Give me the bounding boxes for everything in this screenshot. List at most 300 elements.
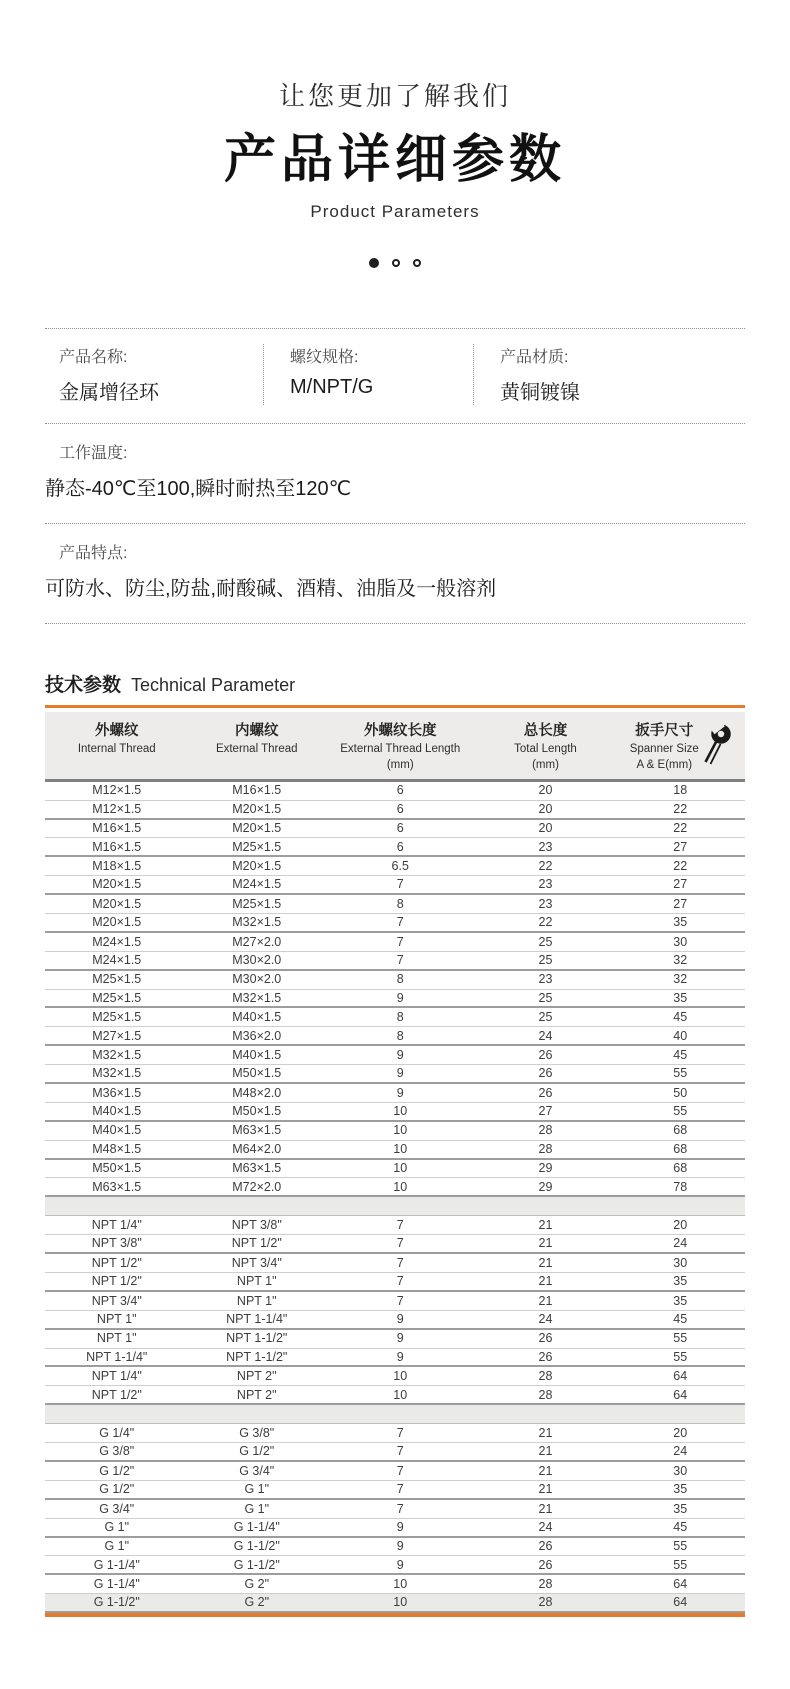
table-row (45, 1046, 745, 1065)
table-cell: 25 (538, 952, 553, 967)
table-cell: 6 (396, 839, 404, 854)
col-label-en: Internal Thread (77, 743, 156, 755)
table-cell: 21 (538, 1255, 553, 1270)
table-cell: 22 (673, 859, 688, 873)
table-cell: M30×2.0 (232, 952, 282, 967)
table-cell: 7 (396, 952, 404, 967)
table-cell: 26 (538, 1085, 553, 1100)
table-cell: 35 (673, 915, 688, 930)
table-row (45, 1556, 745, 1575)
table-cell: 20 (538, 783, 553, 798)
table-cell: NPT 1-1/4" (226, 1311, 288, 1326)
table-cell: 23 (538, 839, 553, 854)
technical-parameter-heading (45, 670, 745, 697)
col-label-en: External Thread (215, 743, 298, 755)
table-cell: 35 (673, 1293, 688, 1308)
table-cell: M32×1.5 (92, 1047, 142, 1062)
table-cell: M32×1.5 (232, 915, 282, 930)
table-cell: 35 (673, 1274, 688, 1289)
spanner-icon (701, 724, 731, 766)
table-cell: M40×1.5 (232, 1010, 282, 1025)
col-external-thread (189, 719, 326, 773)
table-cell: G 1" (104, 1519, 130, 1534)
table-cell: 9 (396, 1519, 404, 1534)
table-cell: 64 (673, 1369, 688, 1384)
header-subtitle-en: Product Parameters (310, 202, 480, 221)
table-cell: NPT 1/2" (91, 1387, 142, 1402)
table-cell: NPT 2" (236, 1387, 277, 1402)
table-cell: 21 (538, 1444, 553, 1459)
features-value: 可防水、防尘,防盐,耐酸碱、酒精、油脂及一般溶剂 (45, 578, 497, 600)
table-cell: G 1" (104, 1539, 130, 1554)
table-cell: 45 (673, 1010, 688, 1025)
table-row (45, 1538, 745, 1557)
table-cell: 6 (396, 783, 404, 798)
col-label-cn: 外螺纹 (95, 723, 139, 739)
table-cell: 7 (396, 1482, 404, 1497)
table-group-spacer (45, 1405, 745, 1424)
table-row (45, 990, 745, 1009)
table-cell: 7 (396, 1236, 404, 1251)
table-cell: M20×1.5 (92, 877, 142, 892)
table-cell: 26 (538, 1349, 553, 1364)
table-cell: M32×1.5 (92, 1066, 142, 1081)
table-row (45, 952, 745, 971)
table-row (45, 914, 745, 933)
table-cell: 7 (396, 1463, 404, 1478)
col-label-unit: A & E(mm) (636, 759, 693, 772)
table-cell: 20 (673, 1218, 688, 1233)
table-cell: 30 (673, 934, 688, 949)
table-cell: M64×2.0 (232, 1141, 282, 1156)
table-cell: 10 (393, 1577, 408, 1592)
table-row (45, 1443, 745, 1462)
table-cell: 78 (673, 1179, 688, 1194)
carousel-dot[interactable] (413, 259, 421, 267)
table-cell: 7 (396, 1501, 404, 1516)
table-row (45, 1462, 745, 1481)
table-cell: 7 (396, 877, 404, 892)
table-cell: 27 (673, 839, 688, 854)
table-cell: 23 (538, 877, 553, 892)
col-label-en: External Thread Length (340, 743, 461, 755)
table-cell: 8 (396, 972, 404, 987)
col-internal-thread (45, 719, 189, 773)
table-cell: 10 (393, 1141, 408, 1156)
table-cell: NPT 1" (236, 1274, 277, 1289)
carousel-dot[interactable] (392, 259, 400, 267)
table-cell: 32 (673, 952, 688, 967)
table-cell: G 1-1/4" (233, 1519, 280, 1534)
table-cell: 25 (538, 934, 553, 949)
table-cell: M24×1.5 (92, 934, 142, 949)
page-title: 产品详细参数 (223, 131, 566, 189)
table-cell: 27 (673, 896, 688, 911)
table-cell: 20 (673, 1425, 688, 1440)
table-cell: 28 (538, 1369, 553, 1384)
table-cell: NPT 1" (96, 1331, 137, 1346)
spec-value: 黄铜镀镍 (500, 382, 580, 404)
table-cell: M40×1.5 (92, 1104, 142, 1119)
table-cell: 9 (396, 1066, 404, 1081)
table-cell: 8 (396, 1028, 404, 1043)
table-cell: NPT 1/2" (91, 1255, 142, 1270)
table-cell: 7 (396, 1274, 404, 1289)
table-row (45, 1311, 745, 1330)
table-header-row (45, 712, 745, 782)
table-cell: 10 (393, 1104, 408, 1119)
col-label-cn: 外螺纹长度 (364, 723, 437, 739)
table-cell: 55 (673, 1349, 688, 1364)
spec-table (45, 705, 745, 1617)
working-temperature-block (45, 424, 745, 524)
table-cell: G 3/4" (239, 1463, 275, 1478)
table-cell: G 1/2" (239, 1444, 275, 1459)
table-cell: NPT 3/8" (231, 1218, 282, 1233)
table-cell: G 3/4" (99, 1501, 135, 1516)
tech-title-en: Technical Parameter (131, 675, 296, 695)
table-cell: 21 (538, 1293, 553, 1308)
table-cell: G 2" (244, 1577, 270, 1592)
table-cell: M48×1.5 (92, 1141, 142, 1156)
table-cell: 24 (673, 1236, 688, 1251)
col-external-thread-length (325, 719, 476, 773)
table-cell: NPT 1/4" (91, 1218, 142, 1233)
table-row (45, 933, 745, 952)
table-row (45, 1122, 745, 1141)
table-cell: NPT 1/4" (91, 1369, 142, 1384)
carousel-dot[interactable] (369, 258, 379, 268)
table-cell: 28 (538, 1577, 553, 1592)
table-cell: 22 (538, 859, 553, 873)
table-cell: 9 (396, 1331, 404, 1346)
carousel-dots (0, 258, 790, 268)
table-row (45, 971, 745, 990)
table-row (45, 820, 745, 839)
spec-value: 金属增径环 (59, 382, 159, 404)
col-label-cn: 扳手尺寸 (635, 723, 694, 739)
table-cell: M25×1.5 (92, 972, 142, 987)
table-cell: 20 (538, 821, 553, 836)
table-row (45, 1178, 745, 1197)
table-cell: 21 (538, 1274, 553, 1289)
product-features-block (45, 524, 745, 624)
spec-table-body (45, 782, 745, 1613)
table-cell: M32×1.5 (232, 990, 282, 1005)
table-cell: NPT 3/4" (231, 1255, 282, 1270)
features-label: 产品特点: (59, 545, 128, 562)
table-row (45, 857, 745, 876)
table-cell: 10 (393, 1179, 408, 1194)
table-cell: G 3/8" (99, 1444, 135, 1459)
table-cell: 35 (673, 990, 688, 1005)
table-row (45, 1594, 745, 1613)
table-cell: 22 (673, 801, 688, 816)
spec-row (45, 328, 745, 424)
table-cell: M30×2.0 (232, 972, 282, 987)
table-cell: 7 (396, 1425, 404, 1440)
table-row (45, 1216, 745, 1235)
col-label-unit: (mm) (532, 759, 559, 772)
table-cell: 21 (538, 1425, 553, 1440)
table-cell: G 1" (244, 1482, 270, 1497)
table-cell: 64 (673, 1595, 688, 1610)
table-row (45, 1386, 745, 1405)
spec-material (473, 344, 745, 405)
table-cell: 64 (673, 1577, 688, 1592)
table-cell: G 2" (244, 1595, 270, 1610)
table-cell: M20×1.5 (92, 915, 142, 930)
table-cell: M24×1.5 (232, 877, 282, 892)
table-cell: 29 (538, 1179, 553, 1194)
table-row (45, 1103, 745, 1122)
table-cell: 9 (396, 1539, 404, 1554)
table-cell: 64 (673, 1387, 688, 1402)
table-cell: NPT 1/2" (91, 1274, 142, 1289)
table-row (45, 1235, 745, 1254)
table-cell: G 1/2" (99, 1482, 135, 1497)
table-cell: 8 (396, 1010, 404, 1025)
table-cell: 6 (396, 801, 404, 816)
table-cell: 10 (393, 1369, 408, 1384)
table-row (45, 1367, 745, 1386)
table-cell: G 1-1/2" (93, 1595, 140, 1610)
table-cell: G 3/8" (239, 1425, 275, 1440)
table-cell: M48×2.0 (232, 1085, 282, 1100)
table-cell: M25×1.5 (92, 1010, 142, 1025)
table-row (45, 1575, 745, 1594)
table-cell: M16×1.5 (92, 839, 142, 854)
col-spanner-size (616, 719, 746, 773)
table-cell: 7 (396, 934, 404, 949)
table-cell: 10 (393, 1161, 408, 1176)
table-row (45, 1500, 745, 1519)
table-cell: 26 (538, 1331, 553, 1346)
table-cell: 45 (673, 1047, 688, 1062)
table-cell: 18 (673, 783, 688, 798)
table-cell: M36×2.0 (232, 1028, 282, 1043)
table-cell: NPT 1-1/2" (226, 1331, 288, 1346)
table-cell: 9 (396, 1085, 404, 1100)
table-cell: 45 (673, 1519, 688, 1534)
table-cell: 20 (538, 801, 553, 816)
table-cell: 35 (673, 1501, 688, 1516)
table-cell: 68 (673, 1161, 688, 1176)
spec-label: 产品名称: (59, 349, 128, 366)
table-cell: M20×1.5 (232, 859, 282, 873)
table-cell: 24 (538, 1028, 553, 1043)
table-cell: M50×1.5 (232, 1066, 282, 1081)
table-cell: 9 (396, 1349, 404, 1364)
table-row (45, 1292, 745, 1311)
table-cell: M16×1.5 (232, 783, 282, 798)
table-cell: G 1-1/2" (233, 1539, 280, 1554)
table-row (45, 801, 745, 820)
table-cell: 21 (538, 1236, 553, 1251)
table-cell: 10 (393, 1123, 408, 1138)
col-label-unit: (mm) (386, 759, 414, 772)
page-header (0, 0, 790, 222)
col-label-en: Total Length (514, 743, 577, 755)
table-cell: 35 (673, 1482, 688, 1497)
table-cell: M27×1.5 (92, 1028, 142, 1043)
table-cell: 30 (673, 1463, 688, 1478)
table-cell: 28 (538, 1595, 553, 1610)
table-cell: G 1-1/4" (93, 1557, 140, 1572)
table-cell: M12×1.5 (92, 801, 142, 816)
table-cell: 9 (396, 1047, 404, 1062)
table-cell: 28 (538, 1387, 553, 1402)
table-cell: 32 (673, 972, 688, 987)
table-cell: 26 (538, 1066, 553, 1081)
table-cell: M40×1.5 (92, 1123, 142, 1138)
table-cell: 6 (396, 821, 404, 836)
table-row (45, 1141, 745, 1160)
table-row (45, 1084, 745, 1103)
table-cell: 24 (538, 1519, 553, 1534)
table-cell: M20×1.5 (92, 896, 142, 911)
table-cell: NPT 3/8" (91, 1236, 142, 1251)
table-cell: 55 (673, 1557, 688, 1572)
table-row (45, 1519, 745, 1538)
table-cell: 26 (538, 1047, 553, 1062)
table-cell: M27×2.0 (232, 934, 282, 949)
table-cell: 55 (673, 1539, 688, 1554)
table-row (45, 1008, 745, 1027)
table-row (45, 1027, 745, 1046)
col-label-cn: 内螺纹 (235, 723, 279, 739)
table-cell: NPT 3/4" (91, 1293, 142, 1308)
table-cell: 23 (538, 896, 553, 911)
table-cell: 55 (673, 1104, 688, 1119)
table-cell: G 1-1/2" (233, 1557, 280, 1572)
table-cell: 9 (396, 1557, 404, 1572)
table-cell: 22 (673, 821, 688, 836)
table-row (45, 782, 745, 801)
table-cell: M25×1.5 (92, 990, 142, 1005)
table-cell: 22 (538, 915, 553, 930)
temperature-value: 静态-40℃至100,瞬时耐热至120℃ (45, 478, 352, 500)
table-cell: 45 (673, 1311, 688, 1326)
table-cell: 6.5 (391, 859, 409, 873)
table-row (45, 838, 745, 857)
table-row (45, 895, 745, 914)
table-cell: M16×1.5 (92, 821, 142, 836)
table-row (45, 1273, 745, 1292)
table-cell: NPT 1-1/2" (226, 1349, 288, 1364)
table-cell: NPT 1" (236, 1293, 277, 1308)
table-cell: 25 (538, 990, 553, 1005)
table-cell: 68 (673, 1123, 688, 1138)
table-cell: M72×2.0 (232, 1179, 282, 1194)
table-cell: 23 (538, 972, 553, 987)
table-cell: 24 (673, 1444, 688, 1459)
table-cell: 25 (538, 1010, 553, 1025)
table-cell: M63×1.5 (92, 1179, 142, 1194)
table-cell: M63×1.5 (232, 1161, 282, 1176)
table-cell: M63×1.5 (232, 1123, 282, 1138)
table-cell: 68 (673, 1141, 688, 1156)
spec-label: 产品材质: (500, 349, 569, 366)
table-cell: 26 (538, 1539, 553, 1554)
table-cell: 50 (673, 1085, 688, 1100)
table-cell: 9 (396, 990, 404, 1005)
table-cell: 7 (396, 1218, 404, 1233)
col-label-en: Spanner Size (629, 743, 699, 755)
table-row (45, 1424, 745, 1443)
table-top-accent-line (45, 705, 745, 708)
spec-value: M/NPT/G (290, 376, 374, 398)
temperature-label: 工作温度: (59, 445, 128, 462)
table-cell: NPT 1/2" (231, 1236, 282, 1251)
table-cell: 26 (538, 1557, 553, 1572)
table-row (45, 1481, 745, 1500)
table-row (45, 1254, 745, 1273)
table-cell: M36×1.5 (92, 1085, 142, 1100)
table-cell: NPT 2" (236, 1369, 277, 1384)
table-row (45, 1065, 745, 1084)
product-info (45, 328, 745, 624)
header-subtitle-cn: 让您更加了解我们 (278, 81, 511, 111)
table-group-spacer (45, 1197, 745, 1216)
table-cell: M40×1.5 (232, 1047, 282, 1062)
table-cell: 30 (673, 1255, 688, 1270)
table-cell: 21 (538, 1218, 553, 1233)
table-cell: 7 (396, 1444, 404, 1459)
table-cell: 10 (393, 1595, 408, 1610)
table-cell: 55 (673, 1066, 688, 1081)
table-cell: M12×1.5 (92, 783, 142, 798)
table-cell: 9 (396, 1311, 404, 1326)
table-cell: M24×1.5 (92, 952, 142, 967)
spec-product-name (45, 344, 263, 405)
table-cell: G 1" (244, 1501, 270, 1516)
table-cell: 29 (538, 1161, 553, 1176)
table-cell: 27 (538, 1104, 553, 1119)
tech-title-cn: 技术参数 (45, 675, 122, 696)
table-bottom-accent-line (45, 1613, 745, 1617)
table-row (45, 1349, 745, 1368)
table-cell: 8 (396, 896, 404, 911)
table-cell: M25×1.5 (232, 896, 282, 911)
table-cell: 24 (538, 1311, 553, 1326)
table-cell: 7 (396, 915, 404, 930)
table-cell: 21 (538, 1463, 553, 1478)
table-cell: M50×1.5 (92, 1161, 142, 1176)
table-cell: 40 (673, 1028, 688, 1043)
table-cell: 27 (673, 877, 688, 892)
table-cell: 7 (396, 1293, 404, 1308)
table-cell: M50×1.5 (232, 1104, 282, 1119)
spec-label: 螺纹规格: (290, 349, 359, 366)
table-cell: M18×1.5 (92, 859, 142, 873)
table-cell: 10 (393, 1387, 408, 1402)
col-total-length (476, 719, 616, 773)
spec-thread-standard (263, 344, 473, 405)
table-cell: M20×1.5 (232, 801, 282, 816)
table-cell: NPT 1" (96, 1311, 137, 1326)
table-cell: NPT 1-1/4" (86, 1349, 148, 1364)
table-cell: 21 (538, 1501, 553, 1516)
table-cell: M20×1.5 (232, 821, 282, 836)
table-cell: G 1-1/4" (93, 1577, 140, 1592)
table-cell: G 1/2" (99, 1463, 135, 1478)
table-row (45, 1330, 745, 1349)
col-label-cn: 总长度 (523, 723, 568, 739)
table-cell: 55 (673, 1331, 688, 1346)
table-cell: 21 (538, 1482, 553, 1497)
table-row (45, 1160, 745, 1179)
